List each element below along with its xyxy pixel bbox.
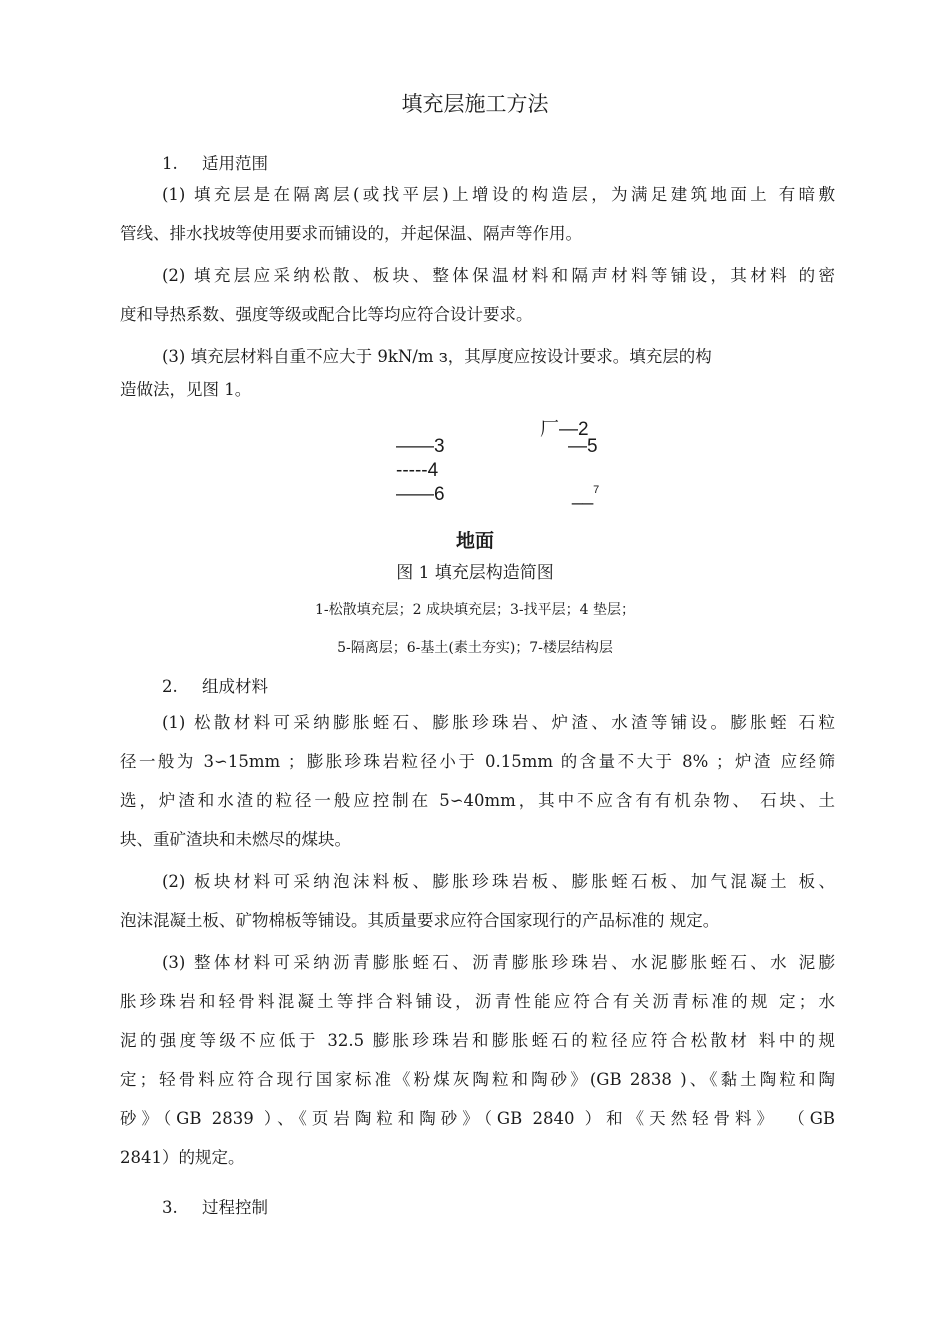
paragraph-line: (3) 整体材料可采纳沥青膨胀蛭石、沥青膨胀珍珠岩、水泥膨胀蛭石、水 泥膨 xyxy=(162,953,835,972)
section-heading-3 xyxy=(162,1194,268,1218)
document-title: 填充层施工方法 xyxy=(401,92,549,116)
section-number: 3. xyxy=(162,1198,178,1217)
figure-label-7-dash: __ xyxy=(572,484,594,506)
paragraph-line: 定；轻骨料应符合现行国家标准《粉煤灰陶粒和陶砂》(GB 2838 )、《黏土陶粒和陶 xyxy=(120,1070,835,1089)
section-label: 适用范围 xyxy=(202,154,268,173)
section-number: 2. xyxy=(162,677,178,696)
section-number: 1. xyxy=(162,154,178,173)
paragraph-line: 度和导热系数、强度等级或配合比等均应符合设计要求。 xyxy=(120,305,533,324)
figure-label-5: —5 xyxy=(568,436,598,457)
figure-legend-line-2: 5-隔离层；6-基土(素土夯实)；7-楼层结构层 xyxy=(337,640,613,656)
paragraph-line: (1) 松散材料可采纳膨胀蛭石、膨胀珍珠岩、炉渣、水渣等铺设。膨胀蛭 石粒 xyxy=(162,713,835,732)
paragraph-4 xyxy=(120,703,835,859)
section-heading-2 xyxy=(162,673,268,697)
paragraph-line: 径一般为 3∽15mm ；膨胀珍珠岩粒径小于 0.15mm 的含量不大于 8% ；炉渣 应经筛 xyxy=(120,752,835,771)
paragraph-6 xyxy=(120,943,835,1177)
paragraph-line: (2) 填充层应采纳松散、板块、整体保温材料和隔声材料等铺设，其材料 的密 xyxy=(162,266,835,285)
paragraph-line: 块、重矿渣块和未燃尽的煤块。 xyxy=(120,830,351,849)
paragraph-line: 泡沫混凝土板、矿物棉板等铺设。其质量要求应符合国家现行的产品标准的 规定。 xyxy=(120,911,720,930)
figure-label-3: ——3 xyxy=(396,436,445,457)
figure-label-2: 厂—2 xyxy=(540,419,589,440)
paragraph-line: 2841）的规定。 xyxy=(120,1148,245,1167)
section-label: 组成材料 xyxy=(202,677,268,696)
paragraph-line: (2) 板块材料可采纳泡沫料板、膨胀珍珠岩板、膨胀蛭石板、加气混凝土 板、 xyxy=(162,872,835,891)
paragraph-5 xyxy=(120,862,835,940)
section-label: 过程控制 xyxy=(202,1198,268,1217)
paragraph-2 xyxy=(120,256,835,334)
figure-label-7-number: 7 xyxy=(593,484,600,496)
figure-ground-label: 地面 xyxy=(455,530,494,552)
section-heading-1 xyxy=(162,150,268,174)
paragraph-3 xyxy=(120,337,835,409)
figure-legend-line-1: 1-松散填充层；2 成块填充层；3-找平层；4 垫层； xyxy=(315,602,635,618)
figure-label-6: ——6 xyxy=(396,484,445,505)
paragraph-line: 造做法，见图 1。 xyxy=(120,380,252,399)
paragraph-line: (3) 填充层材料自重不应大于 9kN/m з，其厚度应按设计要求。填充层的构 xyxy=(162,347,712,366)
paragraph-line: 砂》（GB 2839 ）、《页岩陶粒和陶砂》（GB 2840 ）和《天然轻骨料》 （GB xyxy=(120,1109,835,1128)
paragraph-line: (1) 填充层是在隔离层(或找平层)上增设的构造层，为满足建筑地面上 有暗敷 xyxy=(162,185,835,204)
figure-caption: 图 1 填充层构造简图 xyxy=(396,563,554,583)
paragraph-line: 选，炉渣和水渣的粒径一般应控制在 5∽40mm，其中不应含有有机杂物、 石块、土 xyxy=(120,791,835,810)
paragraph-1 xyxy=(120,175,835,253)
paragraph-line: 管线、排水找坡等使用要求而铺设的，并起保温、隔声等作用。 xyxy=(120,224,582,243)
figure-label-7 xyxy=(572,484,599,506)
paragraph-line: 泥的强度等级不应低于 32.5 膨胀珍珠岩和膨胀蛭石的粒径应符合松散材 料中的规 xyxy=(120,1031,835,1050)
figure-label-4: -----4 xyxy=(396,460,439,481)
paragraph-line: 胀珍珠岩和轻骨料混凝土等拌合料铺设，沥青性能应符合有关沥青标准的规 定；水 xyxy=(120,992,835,1011)
